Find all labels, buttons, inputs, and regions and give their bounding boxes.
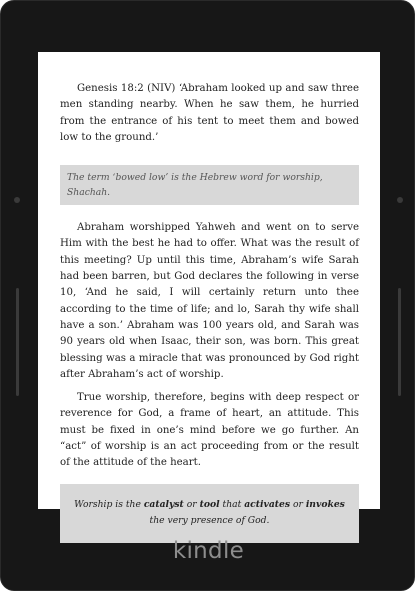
callout-bold-invokes: invokes: [305, 498, 345, 510]
paragraph-abraham: Abraham worshipped Yahweh and went on to serve Him with the best he had to offer. What was the result of this meeting? Up until this time, Abraham’s wife Sarah had been barren, but God declares the following in verse 10, ‘And he said, I will certainly return unto thee according to the time of life; and lo, Sarah thy wife shall have a son.’ Abraham was 100 years old, and Sarah was 90 years old when Isaac, their son, was born. This great blessing was a miracle that was pronounced by God right after Abraham’s act of worship.: [60, 222, 359, 380]
left-side-dot: [14, 197, 20, 203]
callout-bold-activates: activates: [244, 498, 291, 510]
callout-text: or: [183, 498, 200, 510]
callout-bold-catalyst: catalyst: [143, 498, 184, 510]
callout-text: or: [290, 498, 306, 510]
callout-text: that: [219, 498, 245, 510]
paragraph-genesis: Genesis 18:2 (NIV) ‘Abraham looked up and saw three men standing nearby. When he saw them, he hurried from the entrance of his tent to meet them and bowed low to the ground.’: [60, 83, 359, 143]
callout-text: Worship is the: [74, 498, 144, 510]
callout-line-1: [68, 497, 351, 513]
reader-screen[interactable]: [38, 52, 380, 526]
note-box: The term ‘bowed low’ is the Hebrew word for worship, Shachah.: [60, 165, 359, 205]
paragraph-true-worship: True worship, therefore, begins with deep respect or reverence for God, a frame of heart, an attitude. This must be fixed in one’s mind before we go further. An “act” of worship is an act proceeding from or the result of the attitude of the heart.: [60, 392, 359, 469]
callout-bold-tool: tool: [199, 498, 220, 510]
callout-line-2: the very presence of God.: [149, 514, 270, 526]
right-page-turn-button[interactable]: [398, 288, 401, 396]
left-page-turn-button[interactable]: [16, 288, 19, 396]
callout-box: [60, 484, 359, 543]
right-side-dot: [397, 197, 403, 203]
kindle-logo: kindle: [172, 538, 245, 564]
